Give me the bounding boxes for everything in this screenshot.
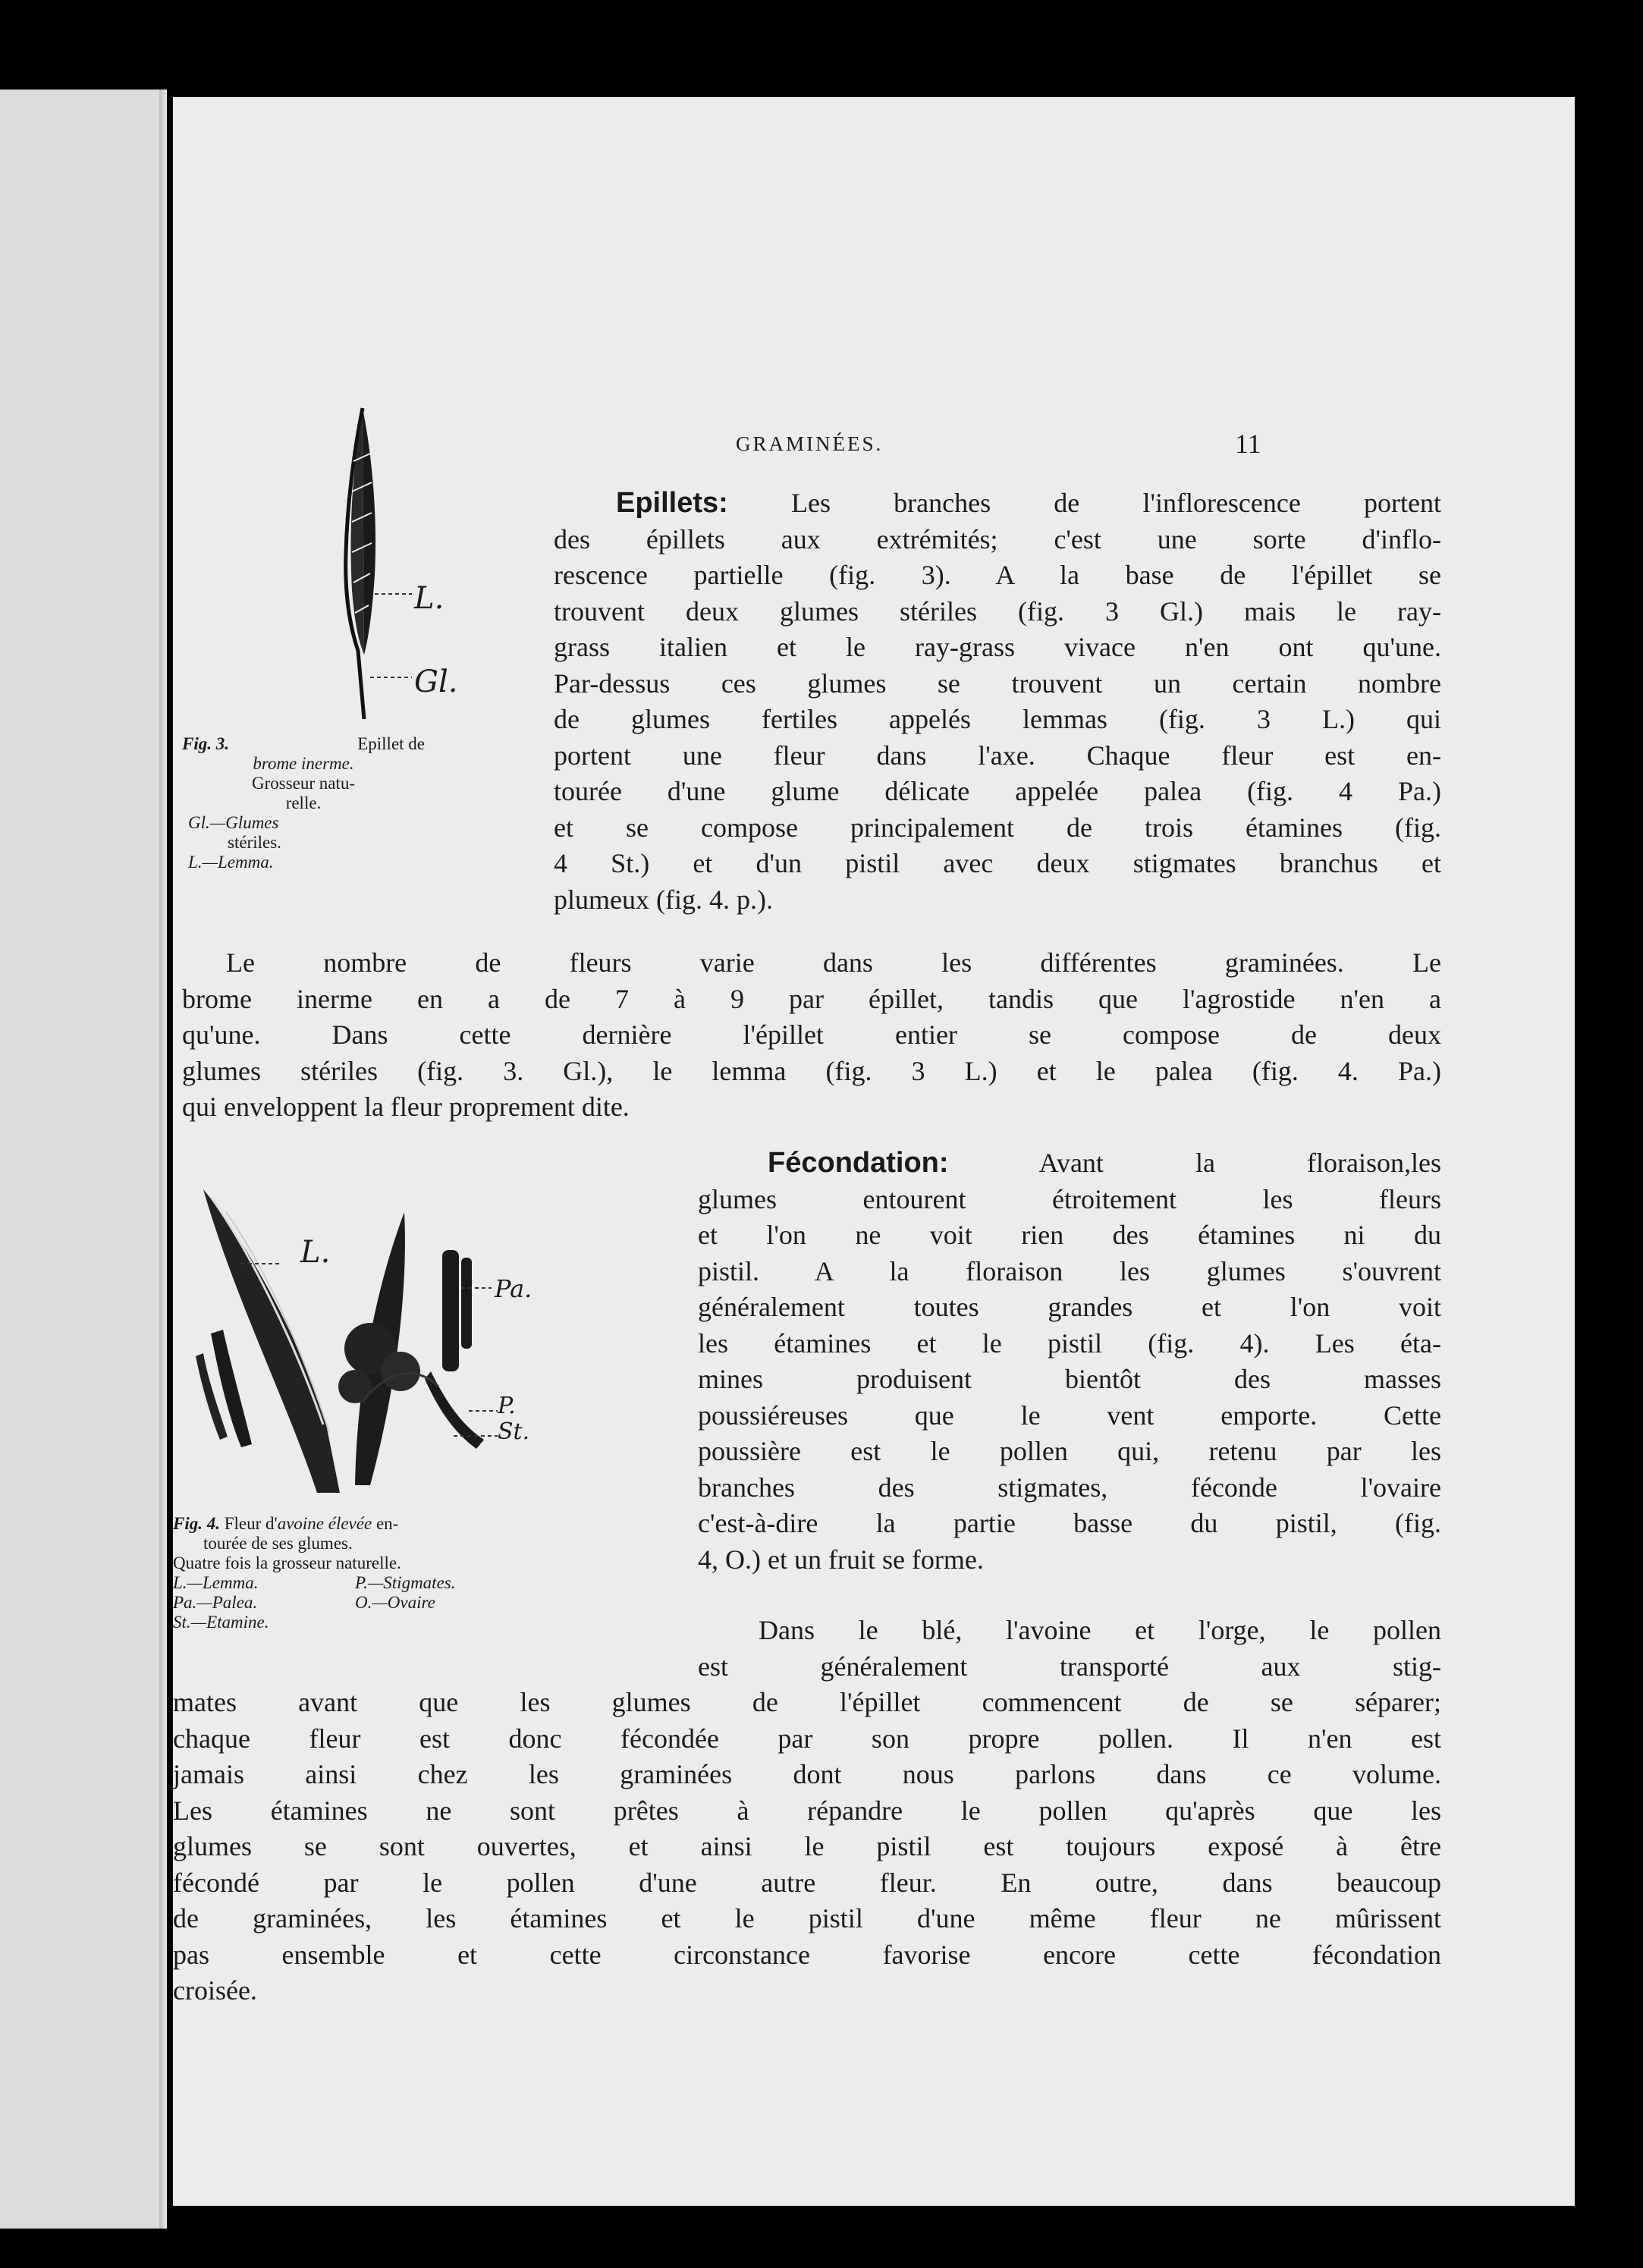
fig3-caption-line1: Epillet de [357,734,425,753]
nombre-line-1: Le nombre de fleurs varie dans les différentes graminées. Le [226,947,1441,978]
fecondation-line-8: poussiéreuses que le vent emporte. Cette [698,1399,1441,1431]
fig4-caption-label: Fig. 4. [173,1514,220,1533]
ble-line-7: glumes se sont ouvertes, et ainsi le pistil est toujours exposé à être [173,1831,1441,1861]
page-number: 11 [1235,429,1261,459]
epillets-line-7: de glumes fertiles appelés lemmas (fig. 3 L.) qui [554,704,1441,734]
epillets-line-4: trouvent deux glumes stériles (fig. 3 Gl.) mais le ray- [554,595,1441,627]
nombre-line-3: qu'une. Dans cette dernière l'épillet entier se compose de deux [182,1019,1441,1050]
fig4-caption-col1-1: L.—Lemma. [173,1573,259,1592]
fig3-caption-line6: stériles. [228,833,281,852]
epillets-paragraph [554,485,1441,918]
fecondation-line-5: généralement toutes grandes et l'on voit [698,1292,1441,1322]
ble-line-4: chaque fleur est donc fécondée par son propre pollen. Il n'en est [173,1723,1441,1754]
ble-line-11: croisée. [173,1975,257,2006]
fig3-caption-line2: brome inerme. [253,754,354,773]
ble-line-6: Les étamines ne sont prêtes à répandre le pollen qu'après que les [173,1795,1441,1826]
fig4-caption-line1c: en- [372,1514,399,1533]
ble-line-8: fécondé par le pollen d'une autre fleur. En outre, dans beaucoup [173,1867,1441,1898]
fig4-caption-col2-2: O.—Ovaire [355,1593,435,1612]
epillets-line-8: portent une fleur dans l'axe. Chaque fleur est en- [554,740,1441,771]
fig4-caption [173,1514,537,1632]
fecondation-line-3: et l'on ne voit rien des étamines ni du [698,1220,1441,1250]
running-head: GRAMINÉES. [736,432,884,455]
ble-line-1: Dans le blé, l'avoine et l'orge, le pollen [759,1615,1441,1645]
epillets-line-6: Par-dessus ces glumes se trouvent un certain nombre [554,668,1441,699]
fecondation-heading: Fécondation: [768,1147,949,1179]
fig4-caption-line3: Quatre fois la grosseur naturelle. [173,1553,401,1572]
book-page [173,97,1575,2206]
nombre-paragraph [182,945,1441,1126]
fecondation-line-12: 4, O.) et un fruit se forme. [698,1544,984,1575]
fig4-label-stigmates: P. [498,1393,516,1419]
fecondation-line-9: poussière est le pollen qui, retenu par les [698,1436,1441,1466]
fig4-caption-col1-3: St.—Etamine. [173,1613,269,1632]
epillets-line-3: rescence partielle (fig. 3). A la base de l'épillet se [554,560,1441,590]
fig3-caption-line5: Gl.—Glumes [188,813,279,832]
fig3-caption-label: Fig. 3. [182,734,229,753]
fig3-label-glumes: Gl. [414,664,458,699]
epillets-line-9: tourée d'une glume délicate appelée palea (fig. 4 Pa.) [554,776,1441,806]
epillets-line-5: grass italien et le ray-grass vivace n'en ont qu'une. [554,632,1441,662]
ble-paragraph [698,1613,1441,1685]
facing-page-edge [0,90,165,2229]
epillets-line-11: 4 St.) et d'un pistil avec deux stigmates branchus et [554,848,1441,878]
fig3-caption-line7: L.—Lemma. [188,853,274,872]
fecondation-line-7: mines produisent bientôt des masses [698,1364,1441,1394]
fecondation-line-10: branches des stigmates, féconde l'ovaire [698,1472,1441,1503]
fecondation-line-6: les étamines et le pistil (fig. 4). Les éta- [698,1327,1441,1359]
fecondation-paragraph [698,1145,1441,1578]
fig4-caption-col2-1: P.—Stigmates. [355,1573,456,1592]
fig3-caption-line4: relle. [285,793,322,812]
ble-line-10: pas ensemble et cette circonstance favorise encore cette fécondation [173,1939,1441,1970]
fecondation-line-1: Avant la floraison,les [1038,1148,1441,1178]
fig4-caption-col1-2: Pa.—Palea. [173,1593,258,1612]
fig4-oat-flower-illustration [181,1174,545,1508]
epillets-line-10: et se compose principalement de trois étamines (fig. [554,812,1441,843]
ble-line-5: jamais ainsi chez les graminées dont nous parlons dans ce volume. [173,1759,1441,1789]
fig4-label-palea: Pa. [495,1274,532,1303]
ble-line-3: mates avant que les glumes de l'épillet commencent de se séparer; [173,1687,1441,1717]
fecondation-line-11: c'est-à-dire la partie basse du pistil, (fig. [698,1508,1441,1538]
fig3-caption [182,734,425,872]
nombre-line-5: qui enveloppent la fleur proprement dite. [182,1092,630,1122]
fig4-label-lemma: L. [300,1235,331,1270]
epillets-line-1: Les branches de l'inflorescence portent [791,488,1442,518]
ble-paragraph-continued [173,1685,1441,2009]
fig4-label-etamine: St. [498,1418,530,1445]
fig4-caption-line2: tourée de ses glumes. [203,1534,353,1553]
nombre-line-2: brome inerme en a de 7 à 9 par épillet, tandis que l'agrostide n'en a [182,983,1441,1014]
fig4-caption-line1a: Fleur d' [224,1514,278,1533]
fecondation-line-2: glumes entourent étroitement les fleurs [698,1183,1441,1214]
epillets-line-2: des épillets aux extrémités; c'est une sorte d'inflo- [554,523,1441,554]
fig3-caption-line3: Grosseur natu- [251,774,356,793]
epillets-heading: Epillets: [616,487,728,519]
fecondation-line-4: pistil. A la floraison les glumes s'ouvrent [698,1255,1441,1286]
nombre-line-4: glumes stériles (fig. 3. Gl.), le lemma (fig. 3 L.) et le palea (fig. 4. Pa.) [182,1055,1441,1086]
page-gutter [159,90,167,2229]
ble-line-2: est généralement transporté aux stig- [698,1651,1441,1682]
epillets-line-12: plumeux (fig. 4. p.). [554,884,773,915]
fig3-label-lemma: L. [414,581,445,616]
fig4-caption-line1b: avoine élevée [277,1514,372,1533]
ble-line-9: de graminées, les étamines et le pistil d'une même fleur ne mûrissent [173,1903,1441,1933]
